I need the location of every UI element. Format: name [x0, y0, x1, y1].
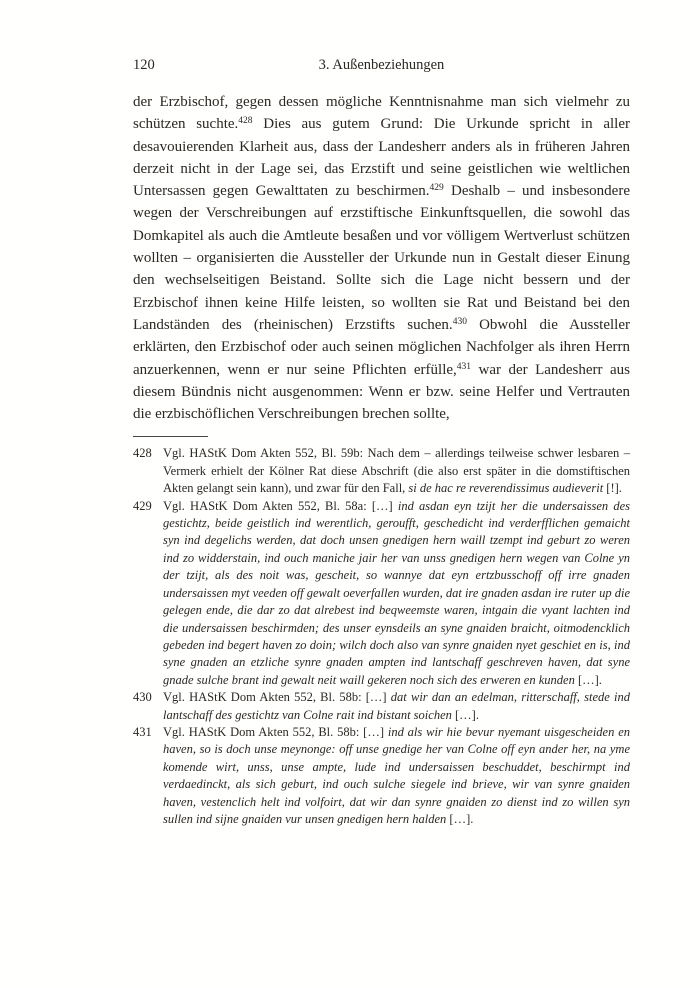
page-number: 120	[133, 57, 155, 73]
footnote-separator-rule	[133, 436, 208, 437]
footnote-text: Vgl. HAStK Dom Akten 552, Bl. 59b: Nach dem – allerdings teilweise schwer lesbaren – Vermerk erhielt der Kölner Rat diese Abschrift (die also erst später in die domstiftischen Akten gelangt sein kann), und zwar für den Fall, si de hac re reverendissimus audieverit [!].	[163, 446, 630, 496]
footnote-number: 429	[133, 498, 152, 513]
footnote-ref: 431	[456, 361, 472, 372]
running-head: 3. Außenbeziehungen	[318, 57, 445, 73]
footnote-text: Vgl. HAStK Dom Akten 552, Bl. 58b: […] ind als wir hie bevur nyemant uisgescheiden en haven, so is doch unse meynonge: off unse gnedige her van Colne off eyn ander her, na yme komende wirt, unss, unse ampte, lude ind undersaissen beschuddet, beschirmpt ind verdaedinckt, als sich geburt, ind ouch sulche siegele ind brieve, wir van synre gnaiden haven, vestenclich helt ind volfoirt, dat wir dan synre gnaiden zo dienst ind zo willen syn sullen ind sijne gnaiden vur unsen gnedigen hern halden […].	[163, 724, 630, 826]
body-paragraph: der Erzbischof, gegen dessen mögliche Kenntnisnahme man sich vielmehr zu schützen suchte.$^{428}$ Dies aus gutem Grund: Die Urkunde spricht in aller desavouierenden Klarheit aus, dass der Landesherr anders als in früheren Jahren derzeit nicht in der Lage sei, das Erzstift und seine geistlichen wie weltlichen Untersassen gegen Gewalttaten zu beschirmen.$^{429}$ Deshalb – und insbesondere wegen der Verschreibungen auf erzstiftische Einkunftsquellen, die sowohl das Domkapitel als auch die Amtleute besaßen und vor völligem Wertverlust schützen wollten – organisierten die Aussteller der Urkunde nun in Gestalt dieser Einung den wechselseitigen Beistand. Sollte sich die Lage nicht bessern und der Erzbischof ihnen keine Hilfe leisten, so wollten sie Rat und Beistand bei den Landständen des (rheinischen) Erzstifts suchen.$^{430}$ Obwohl die Aussteller erklärten, den Erzbischof oder auch seinen möglichen Nachfolger als ihren Herrn anzuerkennen, wenn er nur seine Pflichten erfülle,$^{431}$ war der Landesherr aus diesem Bündnis nicht ausgenommen: Wenn er bzw. seine Helfer und Vertrauten die erzbischöflichen Verschreibungen brechen sollte,	[133, 94, 630, 423]
footnotes-section	[133, 436, 630, 828]
footnote	[133, 689, 630, 724]
footnote-number: 428	[133, 446, 152, 461]
footnote	[133, 724, 630, 828]
footnote-ref: 428	[238, 116, 253, 127]
footnote	[133, 445, 630, 497]
footnote-list	[133, 445, 630, 828]
footnote-number: 431	[133, 724, 152, 739]
footnote-ref: 430	[452, 316, 467, 327]
footnote	[133, 498, 630, 689]
footnote-ref: 429	[429, 183, 444, 194]
text-column	[133, 55, 630, 828]
footnote-text: Vgl. HAStK Dom Akten 552, Bl. 58b: […] dat wir dan an edelman, ritterschaff, stede ind lantschaff des gestichtz van Colne rait ind bistant soichen […].	[163, 690, 630, 722]
footnote-number: 430	[133, 690, 152, 705]
footnote-text: Vgl. HAStK Dom Akten 552, Bl. 58a: […] ind asdan eyn tzijt her die undersaissen des gestichtz, beide geistlich ind werentlich, geroufft, geschedicht ind verderfflichen gemaicht syn ind degelichs werden, dat doch unsen gnedigen hern waill tzempt ind geburt zo weren ind zo widderstain, ind ouch maniche jair her van unss gnedigen hern wegen van Colne yn der tzijt, als des noit was, gescheit, so wannye dat eyn ertzbusschoff off irre gnaden undersaissen myt veeden off gewalt oeverfallen wurden, dat ire gnaden asdan ire ruter up die gelegen ende, die dar zo dat alrebest ind beqweemste waren, intgain die vyant lachten ind die undersaissen beschirmden; des unser eynsdeils an syne gnaiden braicht, oitmodencklich gebeden ind begert haven zo doin; wilch doch also van synre gnaiden nyet geschiet en is, ind syne gnaden an etzliche synre gnaden ampten ind lantschaff geschreven haven, dat syne gnade sulche brant ind gewalt neit waill gekeren noch sich des erweren en kunden […].	[163, 498, 630, 687]
page-header	[133, 55, 630, 75]
